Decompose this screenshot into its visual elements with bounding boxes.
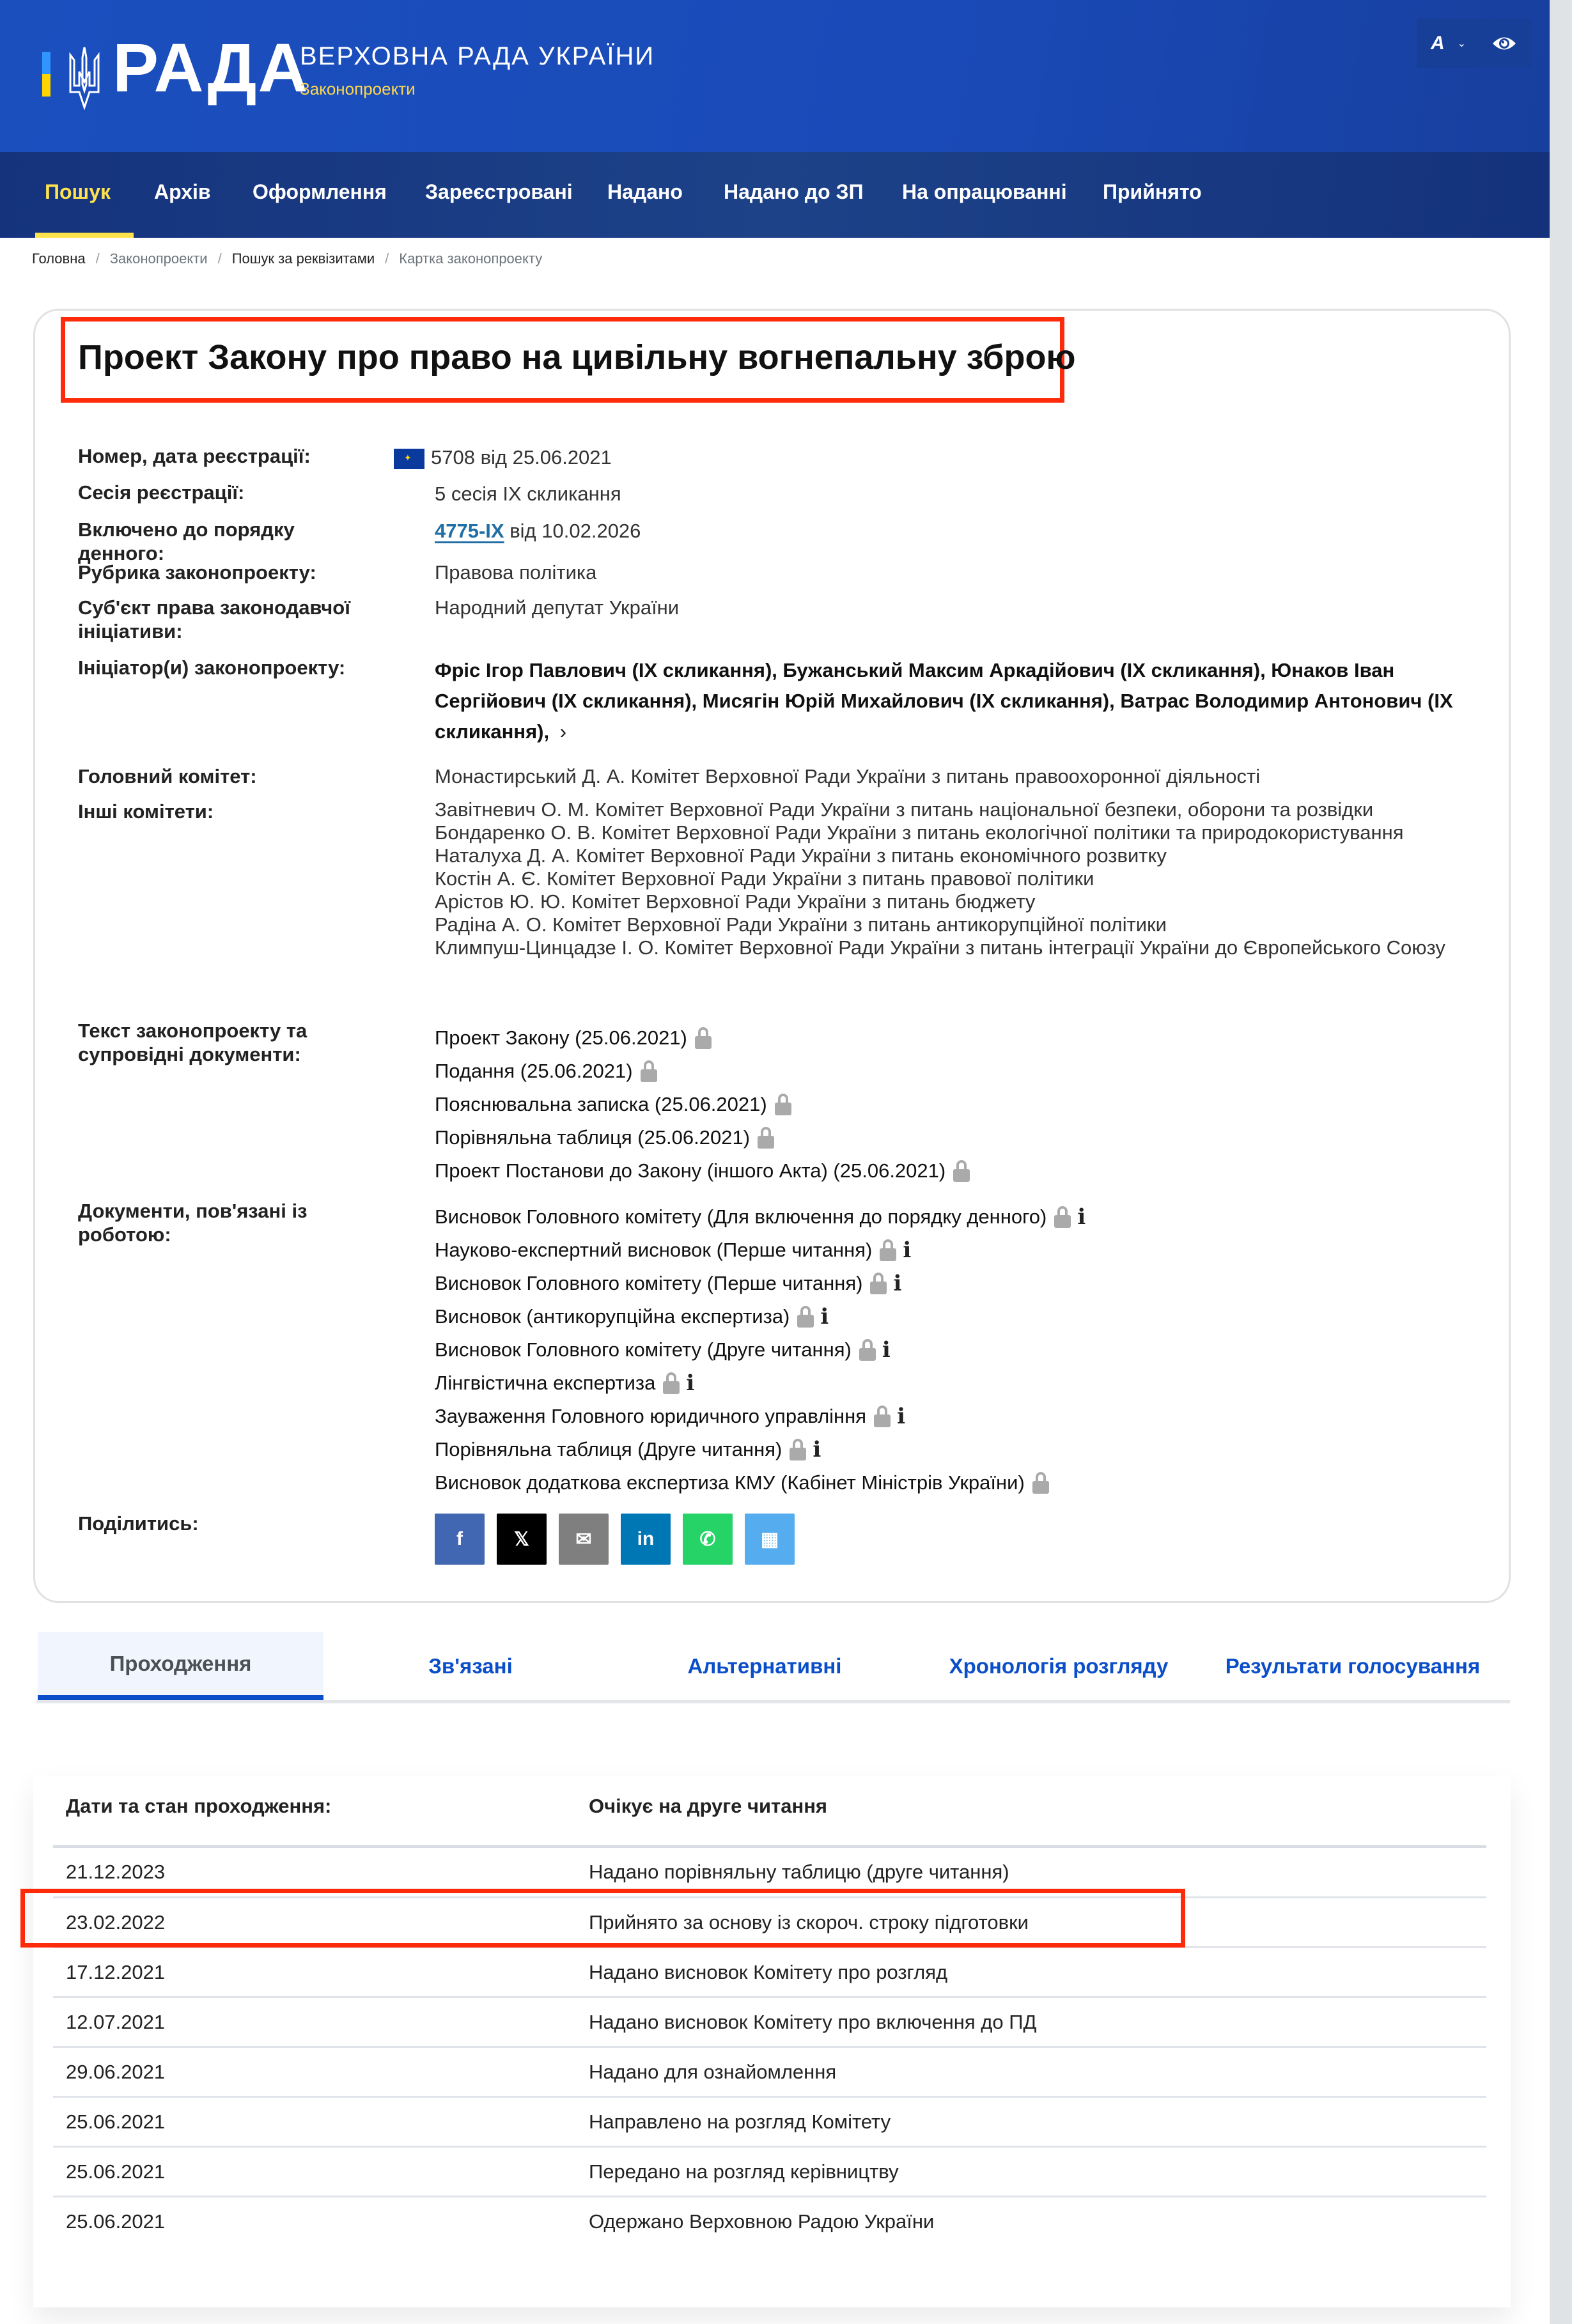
nav-item-registered[interactable]: Зареєстровані bbox=[425, 180, 573, 203]
font-size-button[interactable]: A bbox=[1431, 32, 1445, 54]
committee-item: Радіна А. О. Комітет Верховної Ради України з питань антикорупційної політики bbox=[435, 913, 1167, 936]
share-buttons bbox=[435, 1514, 795, 1565]
doc-link[interactable]: Подання (25.06.2021) bbox=[435, 1060, 633, 1083]
doc-item bbox=[435, 1055, 1483, 1088]
lock-icon[interactable] bbox=[870, 1273, 887, 1294]
info-icon[interactable]: i bbox=[1077, 1204, 1086, 1230]
session-label: Сесія реєстрації: bbox=[78, 481, 245, 504]
info-icon[interactable]: i bbox=[820, 1303, 829, 1329]
row-date: 25.06.2021 bbox=[66, 2160, 166, 2183]
session-value: 5 сесія IX скликання bbox=[435, 483, 621, 505]
site-title: ВЕРХОВНА РАДА УКРАЇНИ bbox=[300, 42, 655, 70]
nav-active-indicator bbox=[35, 233, 134, 238]
facebook-icon: f bbox=[456, 1528, 463, 1549]
initiators-label: Ініціатор(и) законопроекту: bbox=[78, 656, 346, 679]
doc-item bbox=[435, 1400, 1483, 1433]
doc-item bbox=[435, 1154, 1483, 1188]
lock-icon[interactable] bbox=[695, 1027, 712, 1049]
lock-icon[interactable] bbox=[663, 1372, 680, 1394]
main-nav bbox=[0, 152, 1550, 238]
table-row bbox=[53, 1996, 1486, 2046]
lock-icon[interactable] bbox=[880, 1239, 896, 1261]
site-subtitle[interactable]: Законопроекти bbox=[300, 79, 416, 98]
nav-item-adopted[interactable]: Прийнято bbox=[1103, 180, 1202, 203]
texts-list bbox=[435, 1021, 1483, 1188]
lock-icon[interactable] bbox=[758, 1127, 774, 1149]
tab-voting-results[interactable]: Результати голосування bbox=[1225, 1654, 1481, 1678]
row-status: Прийнято за основу із скороч. строку підготовки bbox=[589, 1911, 1029, 1933]
doc-item bbox=[435, 1333, 1483, 1367]
page-scrollbar[interactable] bbox=[1550, 0, 1572, 2324]
tab-alternative[interactable]: Альтернативні bbox=[687, 1654, 842, 1678]
tab-related[interactable]: Зв'язані bbox=[428, 1654, 513, 1678]
info-icon[interactable]: i bbox=[882, 1336, 891, 1363]
breadcrumb-current: Картка законопроекту bbox=[399, 251, 543, 267]
lock-icon[interactable] bbox=[775, 1094, 791, 1115]
nav-item-search[interactable]: Пошук bbox=[45, 180, 111, 203]
row-status: Надано для ознайомлення bbox=[589, 2061, 837, 2083]
breadcrumb-search[interactable]: Пошук за реквізитами bbox=[231, 251, 375, 267]
doc-item bbox=[435, 1021, 1483, 1055]
row-status: Надано висновок Комітету про розгляд bbox=[589, 1961, 948, 1983]
row-status: Направлено на розгляд Комітету bbox=[589, 2111, 891, 2133]
agenda-link[interactable]: 4775-IX bbox=[435, 520, 504, 542]
row-highlight-box bbox=[20, 1889, 1185, 1948]
bill-title: Проект Закону про право на цивільну вогнепальну зброю bbox=[78, 338, 1076, 376]
breadcrumb-separator: / bbox=[95, 251, 100, 267]
committee-item: Завітневич О. М. Комітет Верховної Ради України з питань національної безпеки, оборони та розвідки bbox=[435, 798, 1374, 821]
doc-link[interactable]: Науково-експертний висновок (Перше читання) bbox=[435, 1239, 873, 1262]
ukraine-flag-icon bbox=[42, 52, 51, 97]
other-committees-label: Інші комітети: bbox=[78, 800, 214, 823]
passage-header-status: Очікує на друге читання bbox=[589, 1795, 828, 1817]
nav-item-submitted[interactable]: Надано bbox=[607, 180, 683, 203]
doc-item bbox=[435, 1267, 1483, 1300]
committee-item: Наталуха Д. А. Комітет Верховної Ради України з питань економічного розвитку bbox=[435, 844, 1167, 867]
breadcrumb-separator: / bbox=[217, 251, 222, 267]
lock-icon[interactable] bbox=[953, 1160, 970, 1182]
info-icon[interactable]: i bbox=[686, 1370, 695, 1396]
table-row bbox=[53, 2146, 1486, 2196]
row-status: Надано висновок Комітету про включення до ПД bbox=[589, 2011, 1037, 2033]
doc-link[interactable]: Порівняльна таблиця (Друге читання) bbox=[435, 1438, 782, 1461]
tab-passage[interactable]: Проходження bbox=[38, 1632, 323, 1700]
accessibility-controls bbox=[1417, 19, 1532, 68]
doc-link[interactable]: Проект Постанови до Закону (іншого Акта) (25.06.2021) bbox=[435, 1159, 946, 1182]
table-row bbox=[53, 2096, 1486, 2146]
lock-icon[interactable] bbox=[1032, 1472, 1049, 1494]
trident-icon bbox=[66, 46, 102, 110]
rubric-label: Рубрика законопроекту: bbox=[78, 561, 316, 584]
lock-icon[interactable] bbox=[797, 1306, 814, 1328]
doc-link[interactable]: Проект Закону (25.06.2021) bbox=[435, 1026, 687, 1050]
table-row bbox=[53, 1946, 1486, 1996]
doc-item bbox=[435, 1466, 1483, 1499]
doc-link[interactable]: Висновок Головного комітету (Друге читання) bbox=[435, 1338, 852, 1361]
info-icon[interactable]: i bbox=[813, 1436, 821, 1462]
committee-item: Климпуш-Цинцадзе І. О. Комітет Верховної Ради України з питань інтеграції України до Європейського Союзу bbox=[435, 936, 1445, 959]
doc-link[interactable]: Висновок додаткова експертиза КМУ (Кабінет Міністрів України) bbox=[435, 1471, 1025, 1494]
bill-tabs bbox=[36, 1632, 1510, 1703]
linkedin-icon: in bbox=[637, 1528, 655, 1549]
row-date: 25.06.2021 bbox=[66, 2210, 166, 2233]
row-status: Одержано Верховною Радою України bbox=[589, 2210, 935, 2233]
other-committees-list bbox=[435, 798, 1483, 959]
lock-icon[interactable] bbox=[1054, 1206, 1071, 1228]
info-icon[interactable]: i bbox=[893, 1270, 902, 1296]
row-date: 23.02.2022 bbox=[66, 1911, 166, 1933]
x-icon: 𝕏 bbox=[513, 1528, 530, 1550]
nav-item-submitted-zp[interactable]: Надано до ЗП bbox=[724, 180, 864, 203]
row-date: 21.12.2023 bbox=[66, 1861, 166, 1883]
texts-label: Текст законопроекту та супровідні документи: bbox=[78, 1019, 307, 1066]
row-status: Передано на розгляд керівництву bbox=[589, 2160, 899, 2183]
row-date: 17.12.2021 bbox=[66, 1961, 166, 1983]
info-icon[interactable]: i bbox=[897, 1403, 906, 1429]
row-status: Надано порівняльну таблицю (друге читання) bbox=[589, 1861, 1009, 1883]
row-date: 25.06.2021 bbox=[66, 2111, 166, 2133]
share-email-button[interactable] bbox=[559, 1514, 609, 1565]
row-date: 12.07.2021 bbox=[66, 2011, 166, 2033]
doc-item bbox=[435, 1088, 1483, 1121]
doc-link[interactable]: Висновок Головного комітету (Для включення до порядку денного) bbox=[435, 1205, 1047, 1228]
site-header bbox=[0, 0, 1550, 152]
nav-item-archive[interactable]: Архів bbox=[154, 180, 211, 203]
agenda-label: Включено до порядку денного: bbox=[78, 518, 295, 565]
doc-link[interactable]: Порівняльна таблиця (25.06.2021) bbox=[435, 1126, 751, 1149]
info-icon[interactable]: i bbox=[903, 1237, 912, 1263]
main-committee-value: Монастирський Д. А. Комітет Верховної Ради України з питань правоохоронної діяльності bbox=[435, 765, 1261, 787]
doc-item bbox=[435, 1234, 1483, 1267]
doc-link[interactable]: Висновок Головного комітету (Перше читання) bbox=[435, 1272, 863, 1295]
subject-label: Суб'єкт права законодавчої ініціативи: bbox=[78, 596, 350, 643]
lock-icon[interactable] bbox=[790, 1439, 806, 1460]
nav-item-formatting[interactable]: Оформлення bbox=[253, 180, 387, 203]
reg-number-label: Номер, дата реєстрації: bbox=[78, 445, 311, 467]
share-qr-button[interactable] bbox=[745, 1514, 795, 1565]
table-row bbox=[53, 2046, 1486, 2096]
expand-initiators-icon[interactable]: › bbox=[559, 720, 567, 743]
related-docs-list bbox=[435, 1200, 1483, 1499]
doc-item bbox=[435, 1433, 1483, 1466]
qr-code-icon: ▦ bbox=[760, 1528, 779, 1550]
committee-item: Арістов Ю. Ю. Комітет Верховної Ради України з питань бюджету bbox=[435, 890, 1036, 913]
share-whatsapp-button[interactable] bbox=[683, 1514, 733, 1565]
doc-item bbox=[435, 1200, 1483, 1234]
logo-rada[interactable]: РАДА bbox=[113, 29, 309, 106]
chevron-down-icon[interactable]: ⌄ bbox=[1457, 38, 1467, 49]
nav-item-processing[interactable]: На опрацюванні bbox=[902, 180, 1067, 203]
agenda-date: від 10.02.2026 bbox=[510, 520, 641, 542]
tab-chronology[interactable]: Хронологія розгляду bbox=[949, 1654, 1169, 1678]
doc-item bbox=[435, 1121, 1483, 1154]
whatsapp-icon: ✆ bbox=[699, 1528, 716, 1550]
doc-item bbox=[435, 1367, 1483, 1400]
committee-item: Бондаренко О. В. Комітет Верховної Ради України з питань екологічної політики та природокористування bbox=[435, 821, 1404, 844]
agenda-value bbox=[435, 519, 1483, 543]
eu-flag-icon bbox=[394, 449, 424, 469]
lock-icon[interactable] bbox=[859, 1339, 876, 1361]
initiators-list[interactable]: Фріс Ігор Павлович (IX скликання), Бужанський Максим Аркадійович (IX скликання), Юнаков Іван Сергійович (IX скликання), Мисягін Юрій Михайлович (IX скликання), Ватрас Володимир Антонович (IX скликання), bbox=[435, 659, 1453, 743]
doc-link[interactable]: Зауваження Головного юридичного управління bbox=[435, 1405, 867, 1428]
share-linkedin-button[interactable] bbox=[621, 1514, 671, 1565]
lock-icon[interactable] bbox=[641, 1060, 657, 1082]
eye-icon[interactable] bbox=[1491, 35, 1517, 52]
doc-link[interactable]: Висновок (антикорупційна експертиза) bbox=[435, 1305, 790, 1328]
breadcrumb-bills[interactable]: Законопроекти bbox=[109, 251, 208, 267]
reg-number-text: 5708 від 25.06.2021 bbox=[431, 446, 612, 469]
breadcrumb bbox=[32, 251, 542, 267]
passage-header-label: Дати та стан проходження: bbox=[66, 1795, 332, 1817]
subject-value: Народний депутат України bbox=[435, 596, 680, 619]
row-date: 29.06.2021 bbox=[66, 2061, 166, 2083]
share-x-button[interactable] bbox=[497, 1514, 547, 1565]
share-label: Поділитись: bbox=[78, 1512, 199, 1535]
main-committee-label: Головний комітет: bbox=[78, 765, 257, 787]
committee-item: Костін А. Є. Комітет Верховної Ради України з питань правової політики bbox=[435, 867, 1094, 890]
doc-link[interactable]: Пояснювальна записка (25.06.2021) bbox=[435, 1093, 767, 1116]
lock-icon[interactable] bbox=[874, 1406, 891, 1427]
doc-item bbox=[435, 1300, 1483, 1333]
rubric-value: Правова політика bbox=[435, 561, 597, 584]
table-row bbox=[53, 2196, 1486, 2245]
reg-number-value bbox=[431, 445, 1483, 469]
breadcrumb-separator: / bbox=[385, 251, 389, 267]
initiators-value bbox=[435, 655, 1483, 747]
related-docs-label: Документи, пов'язані із роботою: bbox=[78, 1200, 307, 1246]
doc-link[interactable]: Лінгвістична експертиза bbox=[435, 1372, 656, 1395]
email-icon: ✉ bbox=[575, 1528, 592, 1550]
share-facebook-button[interactable] bbox=[435, 1514, 485, 1565]
breadcrumb-home[interactable]: Головна bbox=[32, 251, 86, 267]
